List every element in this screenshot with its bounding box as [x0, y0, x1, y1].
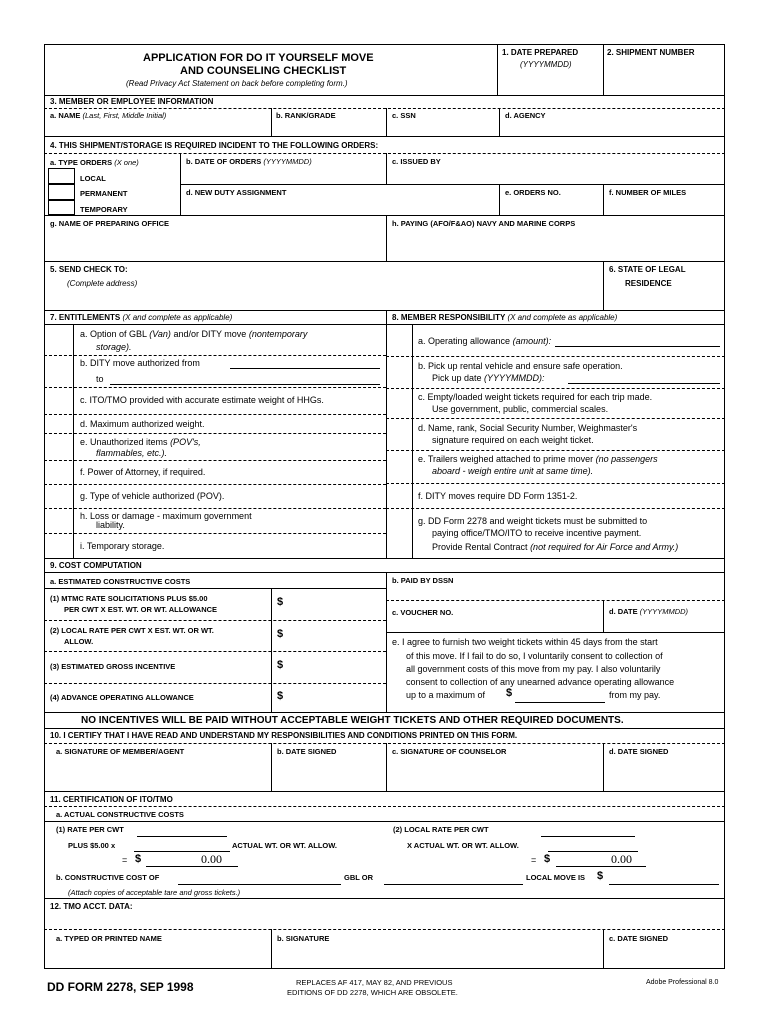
date-prepared-field[interactable] — [498, 72, 602, 94]
x-actual-wt-label: X ACTUAL WT. OR WT. ALLOW. — [407, 841, 519, 850]
s7-i-text: i. Temporary storage. — [80, 541, 165, 551]
gbl-field[interactable] — [384, 871, 523, 883]
shipment-number-field[interactable] — [604, 60, 724, 94]
section10-title: 10. I CERTIFY THAT I HAVE READ AND UNDERSTAND MY RESPONSIBILITIES AND CONDITIONS PRINTED ON THIS FORM. — [50, 731, 518, 740]
rate-per-cwt-field[interactable] — [137, 823, 227, 835]
temporary-label: TEMPORARY — [80, 205, 128, 214]
s7-b-text2: to — [96, 374, 104, 384]
tmo-date-signed-field[interactable] — [604, 945, 724, 968]
counselor-date-signed-label: d. DATE SIGNED — [609, 747, 669, 756]
advance-allowance-amount-field[interactable] — [290, 686, 384, 710]
agency-label: d. AGENCY — [505, 111, 546, 120]
s7-g-checkbox[interactable] — [45, 485, 72, 507]
consent-text-5: up to a maximum of — [406, 690, 486, 700]
name-label: a. NAME (Last, First, Middle Initial) — [50, 111, 167, 120]
tmo-signature-label: b. SIGNATURE — [277, 934, 330, 943]
consent-text-3: all government costs of this move from my pay. I also voluntarily — [406, 664, 661, 674]
x-actual-wt-field[interactable] — [548, 839, 638, 851]
section6-title-line2: RESIDENCE — [625, 279, 672, 288]
s8-d-text: d. Name, rank, Social Security Number, Weighmaster's — [418, 423, 638, 433]
typed-name-field[interactable] — [45, 945, 270, 968]
local-rate-dollar: $ — [277, 628, 284, 640]
ssn-field[interactable] — [387, 121, 498, 135]
legal-residence-field[interactable] — [604, 291, 724, 309]
s7-f-text: f. Power of Attorney, if required. — [80, 467, 206, 477]
s8-g-checkbox[interactable] — [387, 509, 411, 557]
s7-a-text2: storage). — [96, 342, 132, 352]
rank-field[interactable] — [272, 121, 385, 135]
s7-e-checkbox[interactable] — [45, 434, 72, 459]
constructive-dollar-2: $ — [544, 853, 551, 865]
s7-c-text: c. ITO/TMO provided with accurate estimate weight of HHGs. — [80, 395, 324, 405]
paying-label: h. PAYING (AFO/F&AO) NAVY AND MARINE CORPS — [392, 219, 576, 228]
name-field[interactable] — [45, 121, 270, 135]
local-rate-cwt-label: (2) LOCAL RATE PER CWT — [393, 825, 489, 834]
plus-label: PLUS $5.00 x — [68, 841, 116, 850]
form-title-line1: APPLICATION FOR DO IT YOURSELF MOVE — [143, 52, 374, 64]
member-date-signed-label: b. DATE SIGNED — [277, 747, 337, 756]
actual-wt-label: ACTUAL WT. OR WT. ALLOW. — [232, 841, 337, 850]
shipment-number-label: 2. SHIPMENT NUMBER — [607, 48, 695, 57]
date-prepared-format: (YYYYMMDD) — [520, 60, 572, 69]
send-check-field[interactable] — [45, 291, 602, 309]
voucher-no-label: c. VOUCHER NO. — [392, 608, 454, 617]
s8-b-text: b. Pick up rental vehicle and ensure safe operation. — [418, 361, 623, 371]
plus-field[interactable] — [134, 839, 230, 851]
miles-field[interactable] — [604, 198, 724, 214]
s7-d-checkbox[interactable] — [45, 415, 72, 432]
paying-field[interactable] — [387, 230, 724, 260]
s7-e-text2: flammables, etc.). — [96, 448, 168, 458]
ssn-label: c. SSN — [392, 111, 416, 120]
constructive-value-2[interactable]: 0.00 — [611, 852, 632, 866]
constructive-cost-field[interactable] — [178, 871, 341, 883]
s8-d-checkbox[interactable] — [387, 419, 411, 449]
section11-title: 11. CERTIFICATION OF ITO/TMO — [50, 795, 173, 804]
s8-g-text: g. DD Form 2278 and weight tickets must be submitted to — [418, 516, 648, 526]
prep-office-label: g. NAME OF PREPARING OFFICE — [50, 219, 170, 228]
tmo-signature-field[interactable] — [272, 945, 602, 968]
paid-by-dssn-label: b. PAID BY DSSN — [392, 576, 454, 585]
local-label: LOCAL — [80, 174, 106, 183]
attach-tickets-note: (Attach copies of acceptable tare and gross tickets.) — [68, 888, 241, 897]
s8-f-text: f. DITY moves require DD Form 1351-2. — [418, 491, 578, 501]
equals-sign-2: = — [531, 855, 537, 865]
mtmc-rate-label: (1) MTMC RATE SOLICITATIONS PLUS $5.00 — [50, 594, 208, 603]
replaces-note-2: EDITIONS OF DD 2278, WHICH ARE OBSOLETE. — [287, 988, 458, 997]
consent-text-4: consent to collection of any unearned advance operating allowance — [406, 677, 675, 687]
form-title-line2: AND COUNSELING CHECKLIST — [180, 65, 347, 77]
s8-a-text: a. Operating allowance (amount): — [418, 336, 552, 346]
s9-date-field[interactable] — [604, 618, 724, 631]
gbl-or-label: GBL OR — [344, 873, 374, 882]
miles-label: f. NUMBER OF MILES — [609, 188, 687, 197]
s8-e-text2: aboard - weigh entire unit at same time). — [432, 466, 594, 476]
local-rate-label2: ALLOW. — [64, 637, 94, 646]
s8-b-checkbox[interactable] — [387, 357, 411, 387]
orders-no-field[interactable] — [500, 198, 602, 214]
permanent-checkbox[interactable] — [48, 184, 75, 200]
s7-h-text: h. Loss or damage - maximum government — [80, 511, 252, 521]
equals-sign-1: = — [122, 855, 128, 865]
temporary-checkbox[interactable] — [48, 200, 75, 215]
mtmc-rate-label2: PER CWT X EST. WT. OR WT. ALLOWANCE — [64, 605, 218, 614]
s8-c-text: c. Empty/loaded weight tickets required for each trip made. — [418, 392, 653, 402]
advance-allowance-dollar: $ — [277, 690, 284, 702]
agency-field[interactable] — [500, 121, 724, 135]
member-date-signed-field[interactable] — [272, 758, 385, 790]
s8-a-checkbox[interactable] — [387, 325, 411, 355]
s8-g-text3: Provide Rental Contract (not required for Air Force and Army.) — [432, 542, 679, 552]
est-costs-label: a. ESTIMATED CONSTRUCTIVE COSTS — [50, 577, 191, 586]
section3-title: 3. MEMBER OR EMPLOYEE INFORMATION — [50, 97, 214, 106]
local-rate-cwt-field[interactable] — [541, 823, 635, 835]
advance-allowance-label: (4) ADVANCE OPERATING ALLOWANCE — [50, 693, 194, 702]
issued-by-label: c. ISSUED BY — [392, 157, 441, 166]
issued-by-field[interactable] — [387, 168, 724, 183]
member-signature-field[interactable] — [45, 758, 270, 790]
s7-a-checkbox[interactable] — [45, 325, 72, 354]
s8-c-text2: Use government, public, commercial scales. — [432, 404, 609, 414]
constructive-value-1[interactable]: 0.00 — [201, 852, 222, 866]
counselor-signature-label: c. SIGNATURE OF COUNSELOR — [392, 747, 507, 756]
date-orders-label: b. DATE OF ORDERS (YYYYMMDD) — [186, 157, 312, 166]
section12-title: 12. TMO ACCT. DATA: — [50, 902, 133, 911]
consent-text-1: e. I agree to furnish two weight tickets within 45 days from the start — [392, 637, 658, 647]
gross-incentive-dollar: $ — [277, 659, 284, 671]
privacy-note: (Read Privacy Act Statement on back before completing form.) — [126, 79, 348, 88]
mtmc-amount-field[interactable] — [290, 592, 384, 618]
s8-c-checkbox[interactable] — [387, 389, 411, 417]
s7-a-text: a. Option of GBL (Van) and/or DITY move (nontemporary — [80, 329, 308, 339]
s8-d-text2: signature required on each weight ticket. — [432, 435, 594, 445]
s9-date-label: d. DATE (YYYYMMDD) — [609, 607, 689, 616]
consent-dollar: $ — [506, 687, 513, 699]
section6-title: 6. STATE OF LEGAL — [609, 265, 686, 274]
s7-b-text: b. DITY move authorized from — [80, 358, 200, 368]
paid-by-dssn-field[interactable] — [387, 587, 724, 600]
adobe-version: Adobe Professional 8.0 — [646, 979, 719, 986]
section5-note: (Complete address) — [67, 279, 138, 288]
s8-e-text: e. Trailers weighed attached to prime mover (no passengers — [418, 454, 658, 464]
local-move-label: LOCAL MOVE IS — [526, 873, 586, 882]
rank-label: b. RANK/GRADE — [276, 111, 336, 120]
consent-text-2: of this move. If I fail to do so, I voluntarily consent to collection of — [406, 651, 663, 661]
s8-e-checkbox[interactable] — [387, 451, 411, 482]
actual-costs-label: a. ACTUAL CONSTRUCTIVE COSTS — [56, 810, 184, 819]
s7-b-checkbox[interactable] — [45, 356, 72, 386]
type-orders-label: a. TYPE ORDERS (X one) — [50, 158, 139, 167]
s7-g-text: g. Type of vehicle authorized (POV). — [80, 491, 225, 501]
consent-max-amount-field[interactable] — [516, 687, 604, 701]
mtmc-dollar: $ — [277, 596, 284, 608]
gross-incentive-amount-field[interactable] — [290, 655, 384, 679]
prep-office-field[interactable] — [45, 230, 385, 260]
local-rate-amount-field[interactable] — [290, 624, 384, 648]
incentive-notice: NO INCENTIVES WILL BE PAID WITHOUT ACCEPTABLE WEIGHT TICKETS AND OTHER REQUIRED DOCUMENTS. — [81, 715, 624, 726]
tmo-date-signed-label: c. DATE SIGNED — [609, 934, 669, 943]
section8-title: 8. MEMBER RESPONSIBILITY (X and complete as applicable) — [392, 313, 618, 322]
s7-e-text: e. Unauthorized items (POV's, — [80, 437, 201, 447]
s7-c-checkbox[interactable] — [45, 388, 72, 413]
s8-g-text2: paying office/TMO/ITO to receive incentive payment. — [432, 528, 642, 538]
s8-b-text2: Pick up date (YYYYMMDD): — [432, 373, 545, 383]
s7-f-checkbox[interactable] — [45, 461, 72, 483]
s7-d-text: d. Maximum authorized weight. — [80, 419, 205, 429]
local-move-field[interactable] — [609, 871, 719, 883]
s8-f-checkbox[interactable] — [387, 484, 411, 507]
form-number: DD FORM 2278, SEP 1998 — [47, 980, 194, 994]
local-checkbox[interactable] — [48, 168, 75, 184]
voucher-no-field[interactable] — [387, 618, 602, 631]
section7-title: 7. ENTITLEMENTS (X and complete as applicable) — [50, 313, 233, 322]
new-duty-label: d. NEW DUTY ASSIGNMENT — [186, 188, 287, 197]
constructive-cost-label: b. CONSTRUCTIVE COST OF — [56, 873, 160, 882]
gross-incentive-label: (3) ESTIMATED GROSS INCENTIVE — [50, 662, 176, 671]
consent-text-5b: from my pay. — [609, 690, 661, 700]
s7-i-checkbox[interactable] — [45, 534, 72, 557]
replaces-note-1: REPLACES AF 417, MAY 82, AND PREVIOUS — [296, 978, 453, 987]
date-orders-field[interactable] — [181, 168, 385, 183]
local-rate-label: (2) LOCAL RATE PER CWT X EST. WT. OR WT. — [50, 626, 214, 635]
typed-name-label: a. TYPED OR PRINTED NAME — [56, 934, 162, 943]
section9-title: 9. COST COMPUTATION — [50, 561, 142, 570]
counselor-signature-field[interactable] — [387, 758, 602, 790]
member-signature-label: a. SIGNATURE OF MEMBER/AGENT — [56, 747, 185, 756]
date-prepared-label: 1. DATE PREPARED — [502, 48, 579, 57]
section5-title: 5. SEND CHECK TO: — [50, 265, 128, 274]
s7-h-checkbox[interactable] — [45, 509, 72, 532]
counselor-date-signed-field[interactable] — [604, 758, 724, 790]
section4-title: 4. THIS SHIPMENT/STORAGE IS REQUIRED INCIDENT TO THE FOLLOWING ORDERS: — [50, 141, 379, 150]
s7-h-text2: liability. — [96, 520, 125, 530]
constructive-dollar-1: $ — [135, 853, 142, 865]
new-duty-field[interactable] — [181, 198, 498, 214]
permanent-label: PERMANENT — [80, 189, 128, 198]
rate-per-cwt-label: (1) RATE PER CWT — [56, 825, 124, 834]
orders-no-label: e. ORDERS NO. — [505, 188, 561, 197]
local-move-dollar: $ — [597, 870, 604, 882]
tmo-acct-data-field[interactable] — [45, 913, 724, 929]
